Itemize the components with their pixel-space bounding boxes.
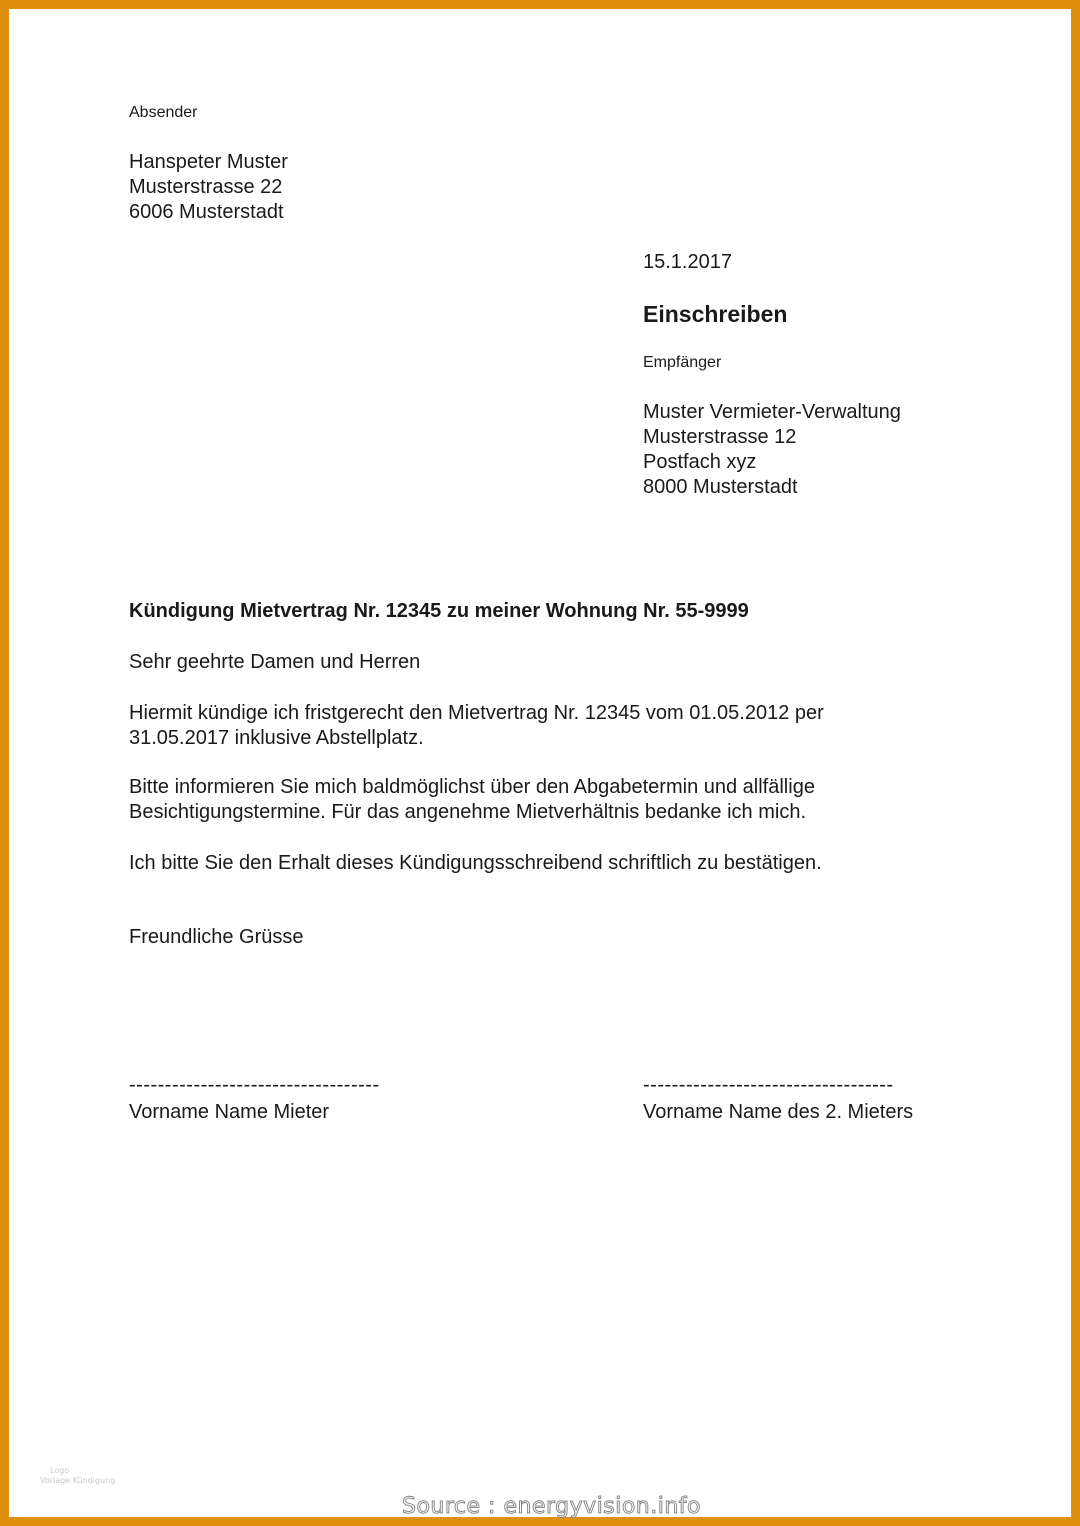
- watermark-logo: [40, 1466, 115, 1486]
- recipient-label: Empfänger: [643, 354, 722, 371]
- delivery-type: Einschreiben: [643, 301, 788, 327]
- closing: Freundliche Grüsse: [129, 926, 304, 948]
- paragraph-confirmation: [129, 851, 822, 876]
- sender-label: Absender: [129, 104, 198, 121]
- letter-date: 15.1.2017: [643, 251, 732, 273]
- paragraph-line: Besichtigungstermine. Für das angenehme Mietverhältnis bedanke ich mich.: [129, 801, 807, 823]
- recipient-street: Musterstrasse 12: [643, 426, 797, 448]
- paragraph-termination: [129, 701, 824, 751]
- signature-name-tenant: Vorname Name Mieter: [129, 1101, 330, 1123]
- recipient-city: 8000 Musterstadt: [643, 476, 798, 498]
- source-credit: Source : energyvision.info: [402, 1494, 701, 1519]
- sender-city: 6006 Musterstadt: [129, 201, 284, 223]
- sender-name: Hanspeter Muster: [129, 151, 288, 173]
- recipient-postbox: Postfach xyz: [643, 451, 757, 473]
- sender-address: [129, 150, 288, 225]
- signature-line-tenant: -----------------------------------: [129, 1074, 380, 1096]
- watermark-line: Logo: [50, 1466, 70, 1475]
- paragraph-line: 31.05.2017 inklusive Abstellplatz.: [129, 727, 424, 749]
- signature-name-second-tenant: Vorname Name des 2. Mieters: [643, 1101, 914, 1123]
- paragraph-line: Hiermit kündige ich fristgerecht den Mietvertrag Nr. 12345 vom 01.05.2012 per: [129, 702, 824, 724]
- salutation: Sehr geehrte Damen und Herren: [129, 651, 421, 673]
- recipient-name: Muster Vermieter-Verwaltung: [643, 401, 901, 423]
- letter-subject: Kündigung Mietvertrag Nr. 12345 zu meiner Wohnung Nr. 55-9999: [129, 600, 749, 622]
- watermark-line: Vorlage Kündigung: [40, 1476, 116, 1485]
- recipient-address: [643, 400, 901, 500]
- signature-line-second-tenant: -----------------------------------: [643, 1074, 894, 1096]
- paragraph-appointment: [129, 775, 815, 825]
- paragraph-line: Ich bitte Sie den Erhalt dieses Kündigungsschreibend schriftlich zu bestätigen.: [129, 852, 822, 874]
- paragraph-line: Bitte informieren Sie mich baldmöglichst über den Abgabetermin und allfällige: [129, 776, 815, 798]
- sender-street: Musterstrasse 22: [129, 176, 283, 198]
